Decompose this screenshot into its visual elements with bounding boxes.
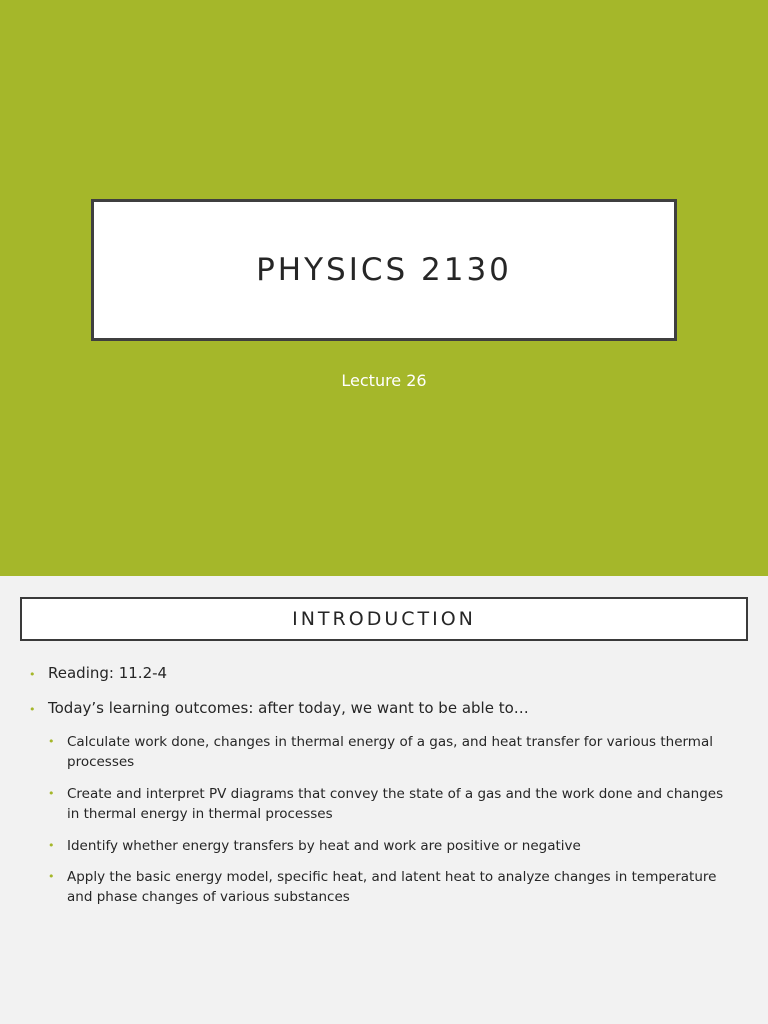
bullet-text: Identify whether energy transfers by heat and work are positive or negative	[67, 838, 581, 854]
bullet-text: Calculate work done, changes in thermal energy of a gas, and heat transfer for various thermal processes	[67, 734, 713, 770]
bullet-text: Reading: 11.2-4	[48, 664, 168, 682]
bullet-icon: •	[48, 839, 55, 852]
list-item	[29, 699, 729, 720]
slide-heading: INTRODUCTION	[292, 608, 476, 630]
bullet-icon: •	[29, 703, 36, 716]
content-slide	[0, 576, 768, 1024]
list-item	[48, 836, 738, 856]
title-box	[91, 199, 677, 341]
slide-subtitle: Lecture 26	[341, 371, 427, 390]
slide-title: PHYSICS 2130	[256, 252, 512, 288]
list-item	[48, 867, 738, 907]
bullet-text: Create and interpret PV diagrams that convey the state of a gas and the work done and changes in thermal energy in thermal processes	[67, 786, 724, 822]
heading-box	[20, 597, 748, 641]
bullet-icon: •	[48, 870, 55, 883]
list-item	[29, 664, 729, 685]
bullet-text: Apply the basic energy model, specific heat, and latent heat to analyze changes in temperature and phase changes of various substances	[67, 869, 717, 905]
list-item	[48, 784, 738, 824]
bullet-icon: •	[48, 787, 55, 800]
list-item	[48, 732, 738, 772]
bullet-icon: •	[48, 735, 55, 748]
bullet-text: Today’s learning outcomes: after today, we want to be able to…	[48, 699, 529, 717]
bullet-icon: •	[29, 668, 36, 681]
